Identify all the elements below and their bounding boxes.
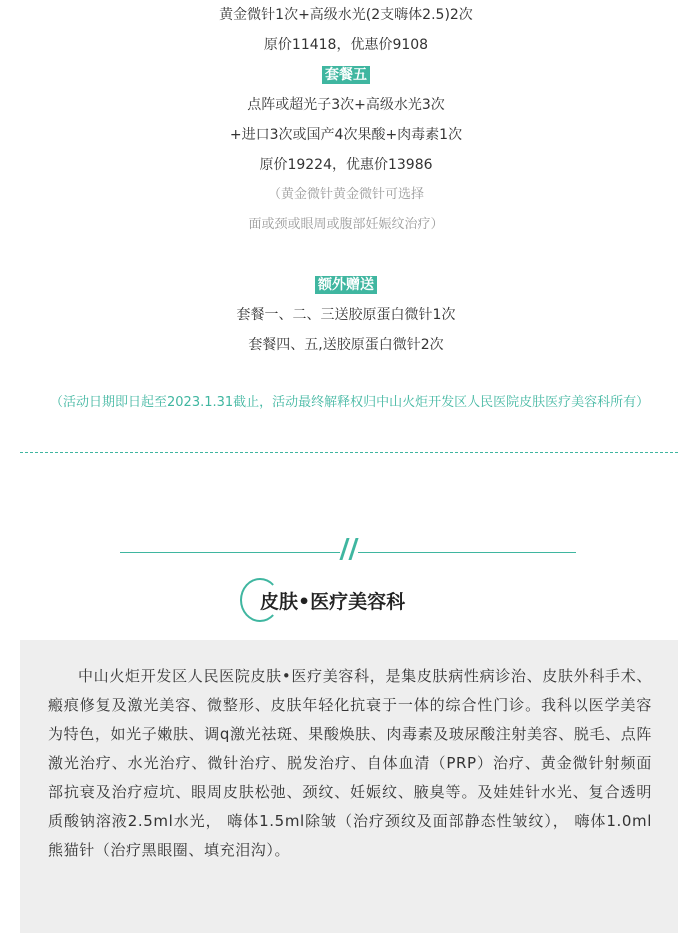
package4-price: 原价11418，优惠价9108 (263, 37, 429, 53)
package5-line2: +进口3次或国产4次果酸+肉毒素1次 (229, 127, 463, 143)
section-title-block (240, 578, 460, 622)
header-slash-2 (348, 538, 358, 560)
package5-price: 原价19224，优惠价13986 (259, 157, 433, 173)
dashed-divider (20, 452, 678, 453)
bonus-line2: 套餐四、五,送胶原蛋白微针2次 (248, 337, 444, 353)
package5-note1: （黄金微针黄金微针可选择 (267, 187, 424, 202)
section-title: 皮肤•医疗美容科 (260, 591, 406, 613)
activity-note: （活动日期即日起至2023.1.31截止，活动最终解释权归中山火炬开发区人民医院皮肤医疗美容科所有） (50, 395, 650, 410)
intro-paragraph: 中山火炬开发区人民医院皮肤•医疗美容科，是集皮肤病性病诊治、皮肤外科手术、瘢痕修复及激光美容、微整形、皮肤年轻化抗衰于一体的综合性门诊。我科以医学美容为特色，如光子嫩肤、调q激光祛斑、果酸焕肤、肉毒素及玻尿酸注射美容、脱毛、点阵激光治疗、水光治疗、微针治疗、脱发治疗、自体血清（PRP）治疗、黄金微针射频面部抗衰及治疗痘坑、眼周皮肤松弛、颈纹、妊娠纹、腋臭等。及娃娃针水光、复合透明质酸钠溶液2.5ml水光， 嗨体1.5ml除皱（治疗颈纹及面部静态性皱纹）， 嗨体1.0ml熊猫针（治疗黑眼圈、填充泪沟）。 (48, 667, 652, 859)
package5-badge: 套餐五 (322, 66, 370, 84)
header-line-right (358, 552, 576, 553)
bonus-badge: 额外赠送 (315, 276, 377, 294)
bonus-line1: 套餐一、二、三送胶原蛋白微针1次 (236, 307, 456, 323)
header-line-left (120, 552, 340, 553)
package4-line1: 黄金微针1次+高级水光(2支嗨体2.5)2次 (219, 7, 473, 23)
package5-note2: 面或颈或眼周或腹部妊娠纹治疗） (248, 217, 444, 232)
header-slash-1 (339, 538, 349, 560)
package5-line1: 点阵或超光子3次+高级水光3次 (247, 97, 445, 113)
bonus-section (0, 270, 692, 360)
package5-section (0, 60, 692, 240)
intro-box (20, 640, 678, 933)
package4-section (0, 0, 692, 60)
